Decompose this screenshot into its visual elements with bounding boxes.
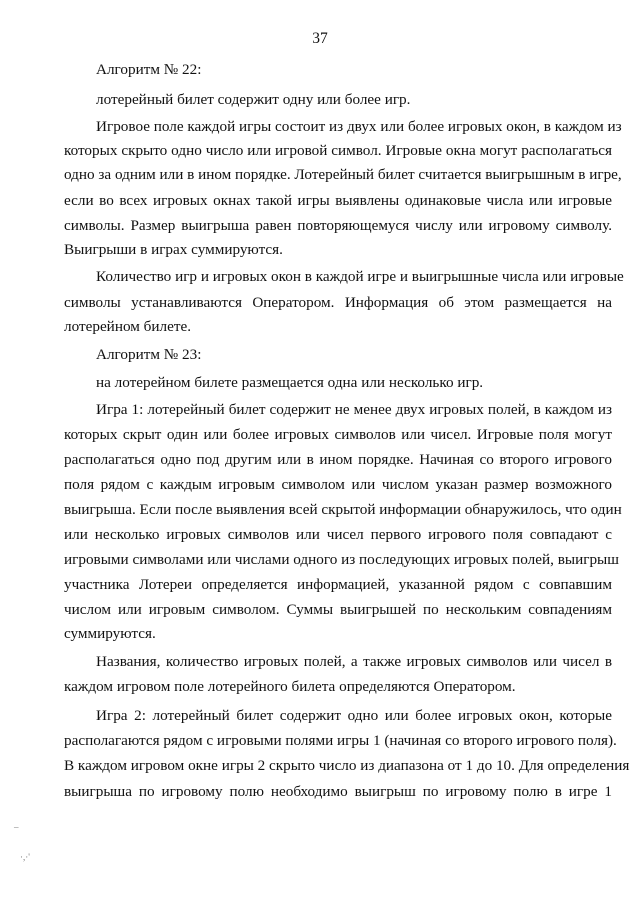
text-line: числом или игровым символом. Суммы выигрышей по нескольким совпадениям [64,601,612,618]
heading-algorithm-23: Алгоритм № 23: [96,346,202,363]
text-line: выигрыша. Если после выявления всей скрытой информации обнаружилось, что один [64,501,622,518]
text-line: участника Лотереи определяется информацией, указанной рядом с совпавшим [64,576,612,593]
text-line: которых скрыт один или более игровых символов или чисел. Игровые поля могут [64,426,612,443]
text-line: или несколько игровых символов или чисел первого игрового поля совпадают с [64,526,612,543]
heading-algorithm-22: Алгоритм № 22: [96,61,202,78]
text-line: Игра 2: лотерейный билет содержит одно или более игровых окон, которые [96,707,612,724]
text-line: Выигрыши в играх суммируются. [64,241,283,258]
text-line: Количество игр и игровых окон в каждой игре и выигрышные числа или игровые [96,268,624,285]
scan-artifact: ·,·' [20,852,30,862]
text-line: выигрыша по игровому полю необходимо выигрыш по игровому полю в игре 1 [64,783,612,800]
text-line: на лотерейном билете размещается одна или несколько игр. [96,374,484,391]
text-line: лотерейный билет содержит одну или более игр. [96,91,411,108]
text-line: символы. Размер выигрыша равен повторяющемуся числу или игровому символу. [64,217,612,234]
text-line: располагаться одно под другим или в ином порядке. Начиная со второго игрового [64,451,612,468]
text-line: Названия, количество игровых полей, а также игровых символов или чисел в [96,653,612,670]
text-line: располагаются рядом с игровыми полями игры 1 (начиная со второго игрового поля). [64,732,617,749]
text-line: суммируются. [64,625,156,642]
page-number: 37 [312,30,328,47]
text-line: которых скрыто одно число или игровой символ. Игровые окна могут располагаться [64,142,612,159]
text-line: В каждом игровом окне игры 2 скрыто число из диапазона от 1 до 10. Для определения [64,757,630,774]
text-line: Игровое поле каждой игры состоит из двух или более игровых окон, в каждом из [96,118,622,135]
text-line: каждом игровом поле лотерейного билета определяются Оператором. [64,678,516,695]
text-line: символы устанавливаются Оператором. Информация об этом размещается на [64,294,612,311]
text-line: поля рядом с каждым игровым символом или числом указан размер возможного [64,476,612,493]
text-line: игровыми символами или числами одного из последующих игровых полей, выигрыш [64,551,619,568]
scan-artifact: – [14,822,19,832]
text-line: лотерейном билете. [64,318,192,335]
text-line: если во всех игровых окнах такой игры выявлены одинаковые числа или игровые [64,192,612,209]
text-line: одно за одним или в ином порядке. Лотерейный билет считается выигрышным в игре, [64,166,622,183]
text-line: Игра 1: лотерейный билет содержит не менее двух игровых полей, в каждом из [96,401,612,418]
